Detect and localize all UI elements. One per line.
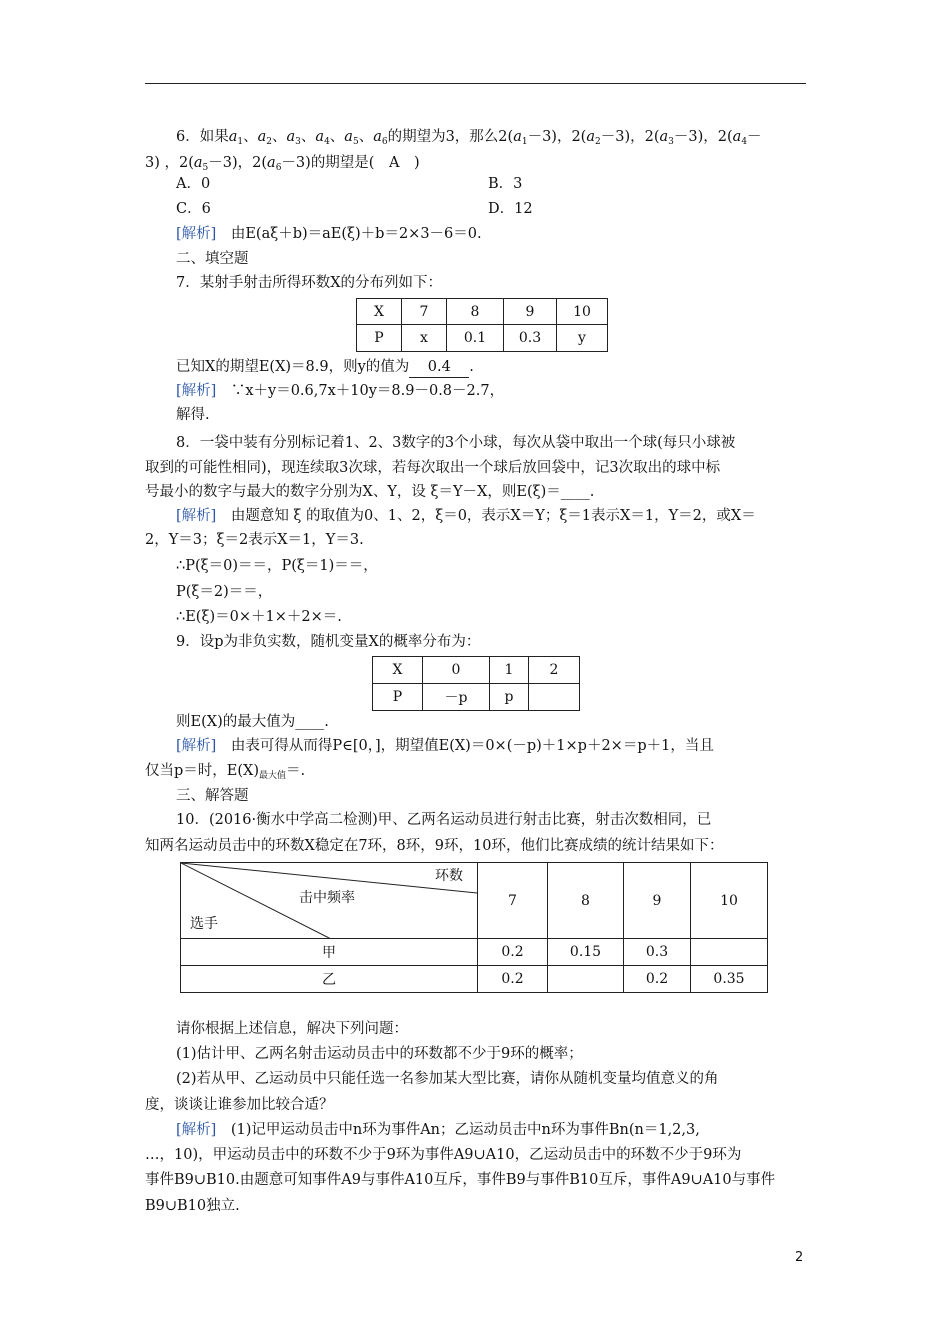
- diag-label-frequency: 击中频率: [299, 890, 355, 906]
- table-cell: 乙: [181, 966, 478, 993]
- q10-stem-line1: 10．(2016·衡水中学高二检测)甲、乙两名运动员进行射击比赛，射击次数相同，已: [176, 812, 712, 828]
- q7-solution: [解析] ∵x＋y＝0.6,7x＋10y＝8.9－0.8－2.7，: [176, 383, 505, 399]
- q10-part2-line2: 度，谈谈让谁参加比较合适？: [145, 1097, 334, 1113]
- table-cell: [691, 939, 768, 966]
- table-cell: p: [490, 684, 529, 711]
- table-cell: 0.1: [447, 325, 504, 352]
- q9-solution: [解析] 由表可得从而得P∈[0，]，期望值E(X)＝0×(－p)＋1×p＋2×＝p＋1，当且: [176, 738, 714, 754]
- q6-option-b: B．3: [488, 176, 523, 192]
- table-cell: X: [357, 299, 402, 325]
- section-fill-in: 二、填空题: [176, 251, 249, 267]
- q10-solution: [解析] (1)记甲运动员击中n环为事件An；乙运动员击中n环为事件Bn(n＝1,2,3,: [176, 1122, 700, 1138]
- table-cell: 8: [447, 299, 504, 325]
- q8-solution-line4: P(ξ＝2)＝＝，: [176, 584, 273, 600]
- q6-solution: [解析] 由E(aξ＋b)＝aE(ξ)＋b＝2×3－6＝0.: [176, 226, 482, 242]
- table-cell: 10: [557, 299, 608, 325]
- q9-ask: 则E(X)的最大值为____.: [176, 714, 329, 730]
- q7-condition: 已知X的期望E(X)＝8.9，则y的值为 0.4 .: [176, 357, 474, 378]
- q6-stem-line2: 3) ，$2(a_5-3)$，$2(a_6-3)$的期望是( A ): [145, 155, 420, 173]
- table-cell: 2: [529, 657, 580, 684]
- table-cell: 9: [504, 299, 557, 325]
- q10-stats-table: [180, 862, 768, 993]
- table-cell: 0.35: [691, 966, 768, 993]
- q8-stem-line1: 8．一袋中装有分别标记着1、2、3数字的3个小球，每次从袋中取出一个球(每只小球被: [176, 435, 736, 451]
- q9-stem: 9．设p为非负实数，随机变量X的概率分布为：: [176, 634, 481, 650]
- q10-part1: (1)估计甲、乙两名射击运动员击中的环数都不少于9环的概率；: [176, 1046, 583, 1062]
- table-cell: 9: [624, 863, 691, 939]
- solution-tag: [解析]: [176, 383, 217, 399]
- q10-stem-line2: 知两名运动员击中的环数X稳定在7环，8环，9环，10环，他们比赛成绩的统计结果如下：: [145, 838, 724, 854]
- page-number: 2: [795, 1250, 804, 1265]
- header-rule: [145, 83, 806, 84]
- q10-solution-line3: 事件B9∪B10.由题意可知事件A9与事件A10互斥，事件B9与事件B10互斥，事件A9∪A10与事件: [145, 1172, 776, 1188]
- table-cell: 甲: [181, 939, 478, 966]
- q8-solution-line5: ∴E(ξ)＝0×＋1×＋2×＝.: [176, 609, 342, 625]
- table-cell: P: [373, 684, 423, 711]
- q10-part2-line1: (2)若从甲、乙运动员中只能任选一名参加某大型比赛，请你从随机变量均值意义的角: [176, 1071, 719, 1087]
- table-cell: 0.15: [548, 939, 624, 966]
- table-cell: x: [402, 325, 447, 352]
- q7-answer: 0.4: [409, 357, 469, 378]
- q8-stem-line2: 取到的可能性相同)，现连续取3次球，若每次取出一个球后放回袋中，记3次取出的球中标: [145, 460, 721, 476]
- table-cell: 7: [402, 299, 447, 325]
- q7-solution-line2: 解得.: [176, 407, 210, 423]
- q7-stem: 7．某射手射击所得环数X的分布列如下：: [176, 275, 443, 291]
- q7-distribution-table: [356, 298, 608, 352]
- q8-solution: [解析] 由题意知 ξ 的取值为0、1、2，ξ＝0，表示X＝Y；ξ＝1表示X＝1，Y＝2，或X＝: [176, 508, 756, 524]
- q8-solution-line3: ∴P(ξ＝0)＝＝，P(ξ＝1)＝＝，: [176, 558, 378, 574]
- table-cell: 8: [548, 863, 624, 939]
- table-cell: P: [357, 325, 402, 352]
- table-cell: 10: [691, 863, 768, 939]
- solution-tag: [解析]: [176, 738, 217, 754]
- section-answer: 三、解答题: [176, 788, 249, 804]
- table-cell: －p: [423, 684, 490, 711]
- table-cell: [529, 684, 580, 711]
- solution-tag: [解析]: [176, 1122, 217, 1138]
- q9-distribution-table: [372, 656, 580, 711]
- table-cell: 0.3: [504, 325, 557, 352]
- table-cell: 0.2: [624, 966, 691, 993]
- q6-option-a: A．0: [176, 176, 211, 192]
- table-cell: 0.3: [624, 939, 691, 966]
- table-cell: y: [557, 325, 608, 352]
- q6-option-c: C．6: [176, 201, 211, 217]
- q8-stem-line3: 号最小的数字与最大的数字分别为X、Y，设 ξ＝Y－X，则E(ξ)＝____.: [145, 484, 595, 500]
- table-cell: 7: [478, 863, 548, 939]
- q8-solution-line2: 2，Y＝3；ξ＝2表示X＝1，Y＝3.: [145, 532, 364, 548]
- q9-solution-line2: 仅当p＝时，$E(X)_{最大值}=$.: [145, 763, 306, 781]
- table-cell: 0.2: [478, 966, 548, 993]
- table-cell: [548, 966, 624, 993]
- q6-stem-line1: 6．如果$a_1$、$a_2$、$a_3$、$a_4$、$a_5$、$a_6$的期望为3，那么$2(a_1-3)$，$2(a_2-3)$，$2(a_3-3)$，$2(a_4-$: [176, 129, 762, 147]
- diag-label-player: 选手: [190, 916, 218, 932]
- table-cell: 0.2: [478, 939, 548, 966]
- solution-tag: [解析]: [176, 508, 217, 524]
- table-cell: X: [373, 657, 423, 684]
- q10-solution-line2: …，10)，甲运动员击中的环数不少于9环为事件A9∪A10，乙运动员击中的环数不少于9环为: [145, 1147, 742, 1163]
- solution-tag: [解析]: [176, 226, 217, 242]
- diagonal-header-cell: [181, 863, 478, 939]
- q10-ask: 请你根据上述信息，解决下列问题：: [176, 1021, 408, 1037]
- q10-solution-line4: B9∪B10独立.: [145, 1198, 240, 1214]
- table-cell: 0: [423, 657, 490, 684]
- diag-label-rings: 环数: [435, 868, 463, 884]
- table-cell: 1: [490, 657, 529, 684]
- q6-answer: A: [388, 155, 400, 171]
- q6-option-d: D．12: [488, 201, 533, 217]
